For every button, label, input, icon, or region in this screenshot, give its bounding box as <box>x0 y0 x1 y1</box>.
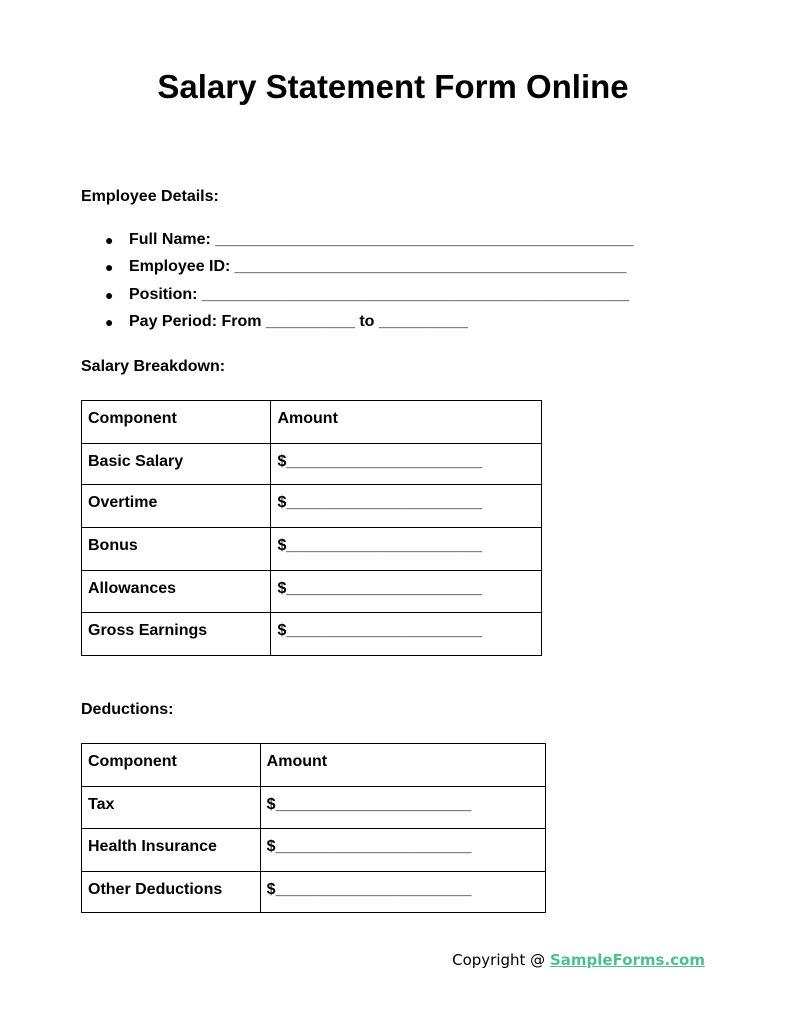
amount-cell: $______________________ <box>271 571 542 613</box>
copyright-text: Copyright @ <box>452 951 550 969</box>
table-row <box>82 444 542 485</box>
position-field <box>81 283 633 310</box>
employee-details-heading: Employee Details: <box>81 188 219 205</box>
table-header-row <box>82 401 542 444</box>
employee-details-list <box>81 228 633 338</box>
amount-cell: $______________________ <box>260 829 545 872</box>
bullet-icon: ● <box>105 314 114 331</box>
employee-id-label: Employee ID: ____________________________________________ <box>129 258 627 276</box>
deductions-heading: Deductions: <box>81 701 174 718</box>
component-cell: Tax <box>82 787 261 829</box>
component-cell: Overtime <box>82 485 271 528</box>
employee-id-field <box>81 255 633 282</box>
full-name-label: Full Name: _______________________________________________ <box>129 231 634 248</box>
table-row <box>82 829 546 872</box>
component-cell: Health Insurance <box>82 829 261 872</box>
table-row <box>82 528 542 571</box>
pay-period-field <box>81 310 633 337</box>
page-title: Salary Statement Form Online <box>157 68 629 105</box>
position-label: Position: ________________________________________________ <box>129 285 630 303</box>
table-row <box>82 613 542 656</box>
salary-breakdown-heading: Salary Breakdown: <box>81 358 226 375</box>
table-header-row <box>82 744 546 787</box>
bullet-icon: ● <box>105 232 114 248</box>
table-header-cell: Component <box>82 744 261 787</box>
table-header-cell: Component <box>82 401 271 444</box>
bullet-icon: ● <box>105 259 114 276</box>
table-row <box>82 571 542 613</box>
full-name-field <box>81 228 633 255</box>
bullet-icon: ● <box>105 286 114 303</box>
amount-cell: $______________________ <box>271 485 542 528</box>
component-cell: Other Deductions <box>82 872 261 913</box>
deductions-table <box>81 743 546 913</box>
copyright-footer <box>452 951 705 969</box>
table-row <box>82 787 546 829</box>
component-cell: Gross Earnings <box>82 613 271 656</box>
amount-cell: $______________________ <box>271 613 542 656</box>
amount-cell: $______________________ <box>260 872 545 913</box>
component-cell: Basic Salary <box>82 444 271 485</box>
table-header-cell: Amount <box>260 744 545 787</box>
table-row <box>82 872 546 913</box>
sampleforms-link[interactable]: SampleForms.com <box>549 951 705 969</box>
salary-breakdown-table <box>81 400 542 656</box>
amount-cell: $______________________ <box>271 444 542 485</box>
table-row <box>82 485 542 528</box>
amount-cell: $______________________ <box>260 787 545 829</box>
pay-period-label: Pay Period: From __________ to __________ <box>129 313 468 331</box>
component-cell: Allowances <box>82 571 271 613</box>
component-cell: Bonus <box>82 528 271 571</box>
table-header-cell: Amount <box>271 401 542 444</box>
amount-cell: $______________________ <box>271 528 542 571</box>
